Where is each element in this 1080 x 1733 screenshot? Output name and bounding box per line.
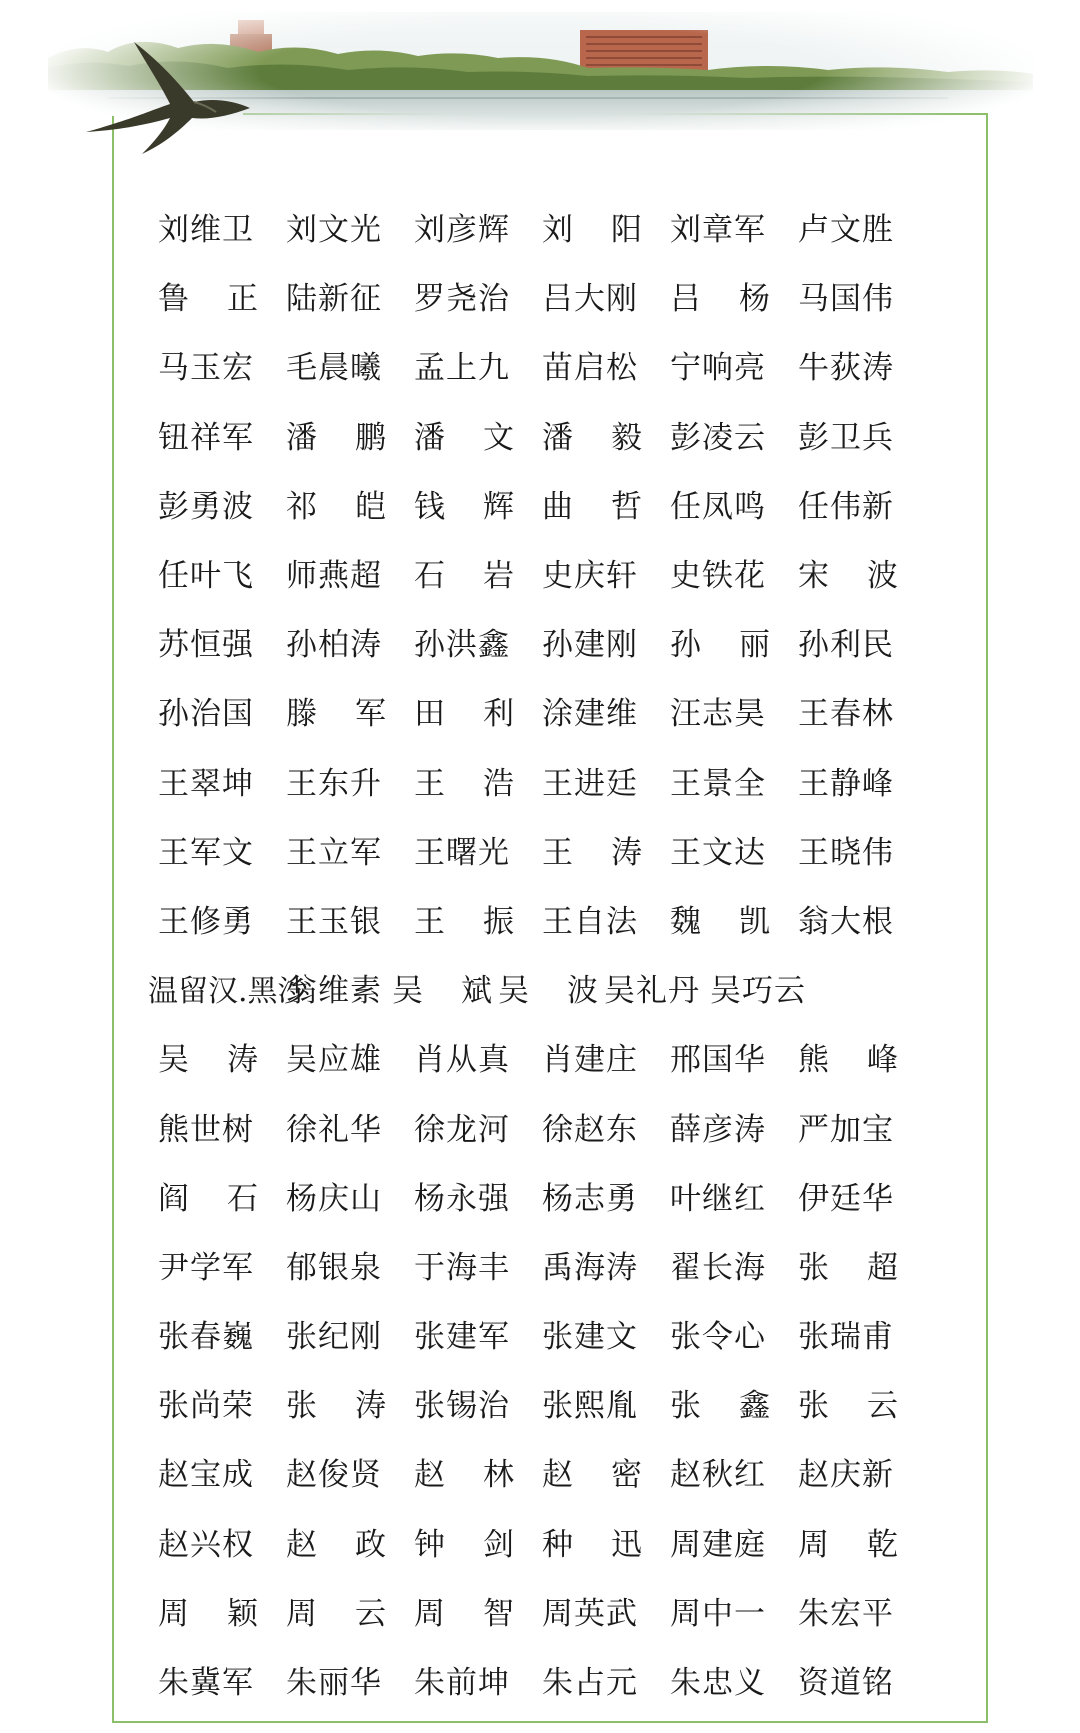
name-cell: 张纪刚 <box>286 1319 382 1356</box>
name-cell: 史庆轩 <box>542 558 638 595</box>
names-row <box>158 611 938 680</box>
name-cell: 任伟新 <box>798 488 894 525</box>
name-cell: 王翠坤 <box>158 765 254 802</box>
name-cell: 涂建维 <box>542 696 638 733</box>
names-row <box>158 1372 938 1441</box>
swallow-icon <box>82 20 252 170</box>
name-cell: 王 涛 <box>542 834 642 871</box>
name-cell: 吴 波 <box>498 973 598 1010</box>
name-cell: 徐赵东 <box>542 1111 638 1148</box>
name-cell: 刘维卫 <box>158 212 254 249</box>
name-cell: 任叶飞 <box>158 558 254 595</box>
name-cell: 张建军 <box>414 1319 510 1356</box>
name-cell: 王进廷 <box>542 765 638 802</box>
name-cell: 周英武 <box>542 1595 638 1632</box>
name-cell: 孙柏涛 <box>286 627 382 664</box>
name-cell: 翟长海 <box>670 1249 766 1286</box>
name-cell: 周 颖 <box>158 1595 258 1632</box>
name-cell: 刘文光 <box>286 212 382 249</box>
names-row <box>158 1511 938 1580</box>
name-cell: 鲁 正 <box>158 281 258 318</box>
name-cell: 赵秋红 <box>670 1457 766 1494</box>
names-row <box>158 1580 938 1649</box>
name-cell: 肖从真 <box>414 1042 510 1079</box>
name-cell: 张熙胤 <box>542 1388 638 1425</box>
name-cell: 王晓伟 <box>798 834 894 871</box>
name-cell: 赵宝成 <box>158 1457 254 1494</box>
name-cell: 严加宝 <box>798 1111 894 1148</box>
names-row <box>158 1234 938 1303</box>
name-cell: 苏恒强 <box>158 627 254 664</box>
name-cell: 张 鑫 <box>670 1388 770 1425</box>
name-cell: 彭凌云 <box>670 419 766 456</box>
name-cell: 朱丽华 <box>286 1665 382 1702</box>
name-cell: 孟上九 <box>414 350 510 387</box>
name-cell: 王曙光 <box>414 834 510 871</box>
name-cell: 周建庭 <box>670 1526 766 1563</box>
name-cell: 朱宏平 <box>798 1595 894 1632</box>
name-cell: 阎 石 <box>158 1180 258 1217</box>
names-row <box>158 404 938 473</box>
name-cell: 师燕超 <box>286 558 382 595</box>
name-cell: 潘 文 <box>414 419 514 456</box>
name-cell: 张 云 <box>798 1388 898 1425</box>
name-cell: 周 智 <box>414 1595 514 1632</box>
names-row <box>158 750 938 819</box>
name-cell: 王静峰 <box>798 765 894 802</box>
name-cell: 吕大刚 <box>542 281 638 318</box>
name-cell: 钮祥军 <box>158 419 254 456</box>
name-cell: 邢国华 <box>670 1042 766 1079</box>
name-cell: 任凤鸣 <box>670 488 766 525</box>
name-cell: 王 浩 <box>414 765 514 802</box>
name-cell: 赵庆新 <box>798 1457 894 1494</box>
name-cell: 张锡治 <box>414 1388 510 1425</box>
name-cell: 朱冀军 <box>158 1665 254 1702</box>
name-cell: 张 涛 <box>286 1388 386 1425</box>
name-cell: 资道铭 <box>798 1665 894 1702</box>
name-cell: 王自法 <box>542 903 638 940</box>
name-cell: 毛晨曦 <box>286 350 382 387</box>
name-cell: 张尚荣 <box>158 1388 254 1425</box>
name-cell: 王玉银 <box>286 903 382 940</box>
name-cell: 史铁花 <box>670 558 766 595</box>
name-cell: 吴 斌 <box>392 973 492 1010</box>
name-cell: 朱忠义 <box>670 1665 766 1702</box>
name-cell: 赵 林 <box>414 1457 514 1494</box>
name-cell: 石 岩 <box>414 558 514 595</box>
name-cell: 祁 皑 <box>286 488 386 525</box>
names-row <box>158 1441 938 1510</box>
name-cell: 马国伟 <box>798 281 894 318</box>
name-cell: 吴礼丹 <box>604 973 700 1010</box>
name-cell: 徐龙河 <box>414 1111 510 1148</box>
name-cell: 张 超 <box>798 1249 898 1286</box>
name-cell: 潘 毅 <box>542 419 642 456</box>
names-row <box>158 1095 938 1164</box>
names-row <box>158 1649 938 1718</box>
name-cell: 郁银泉 <box>286 1249 382 1286</box>
name-cell: 吴应雄 <box>286 1042 382 1079</box>
name-cell: 赵兴权 <box>158 1526 254 1563</box>
name-cell: 叶继红 <box>670 1180 766 1217</box>
name-cell: 熊 峰 <box>798 1042 898 1079</box>
name-cell: 种 迅 <box>542 1526 642 1563</box>
names-row <box>158 1165 938 1234</box>
name-cell: 宋 波 <box>798 558 898 595</box>
names-row <box>158 473 938 542</box>
names-row <box>158 819 938 888</box>
name-cell: 翁大根 <box>798 903 894 940</box>
name-cell: 刘章军 <box>670 212 766 249</box>
name-cell: 薛彦涛 <box>670 1111 766 1148</box>
name-cell: 周中一 <box>670 1595 766 1632</box>
name-cell: 赵 密 <box>542 1457 642 1494</box>
name-cell: 肖建庄 <box>542 1042 638 1079</box>
name-cell: 王春林 <box>798 696 894 733</box>
name-cell: 尹学军 <box>158 1249 254 1286</box>
name-cell: 孙治国 <box>158 696 254 733</box>
name-cell: 熊世树 <box>158 1111 254 1148</box>
name-cell: 朱前坤 <box>414 1665 510 1702</box>
name-cell: 马玉宏 <box>158 350 254 387</box>
name-cell: 孙洪鑫 <box>414 627 510 664</box>
names-row <box>158 680 938 749</box>
name-cell: 伊廷华 <box>798 1180 894 1217</box>
names-list <box>148 196 938 1718</box>
name-cell: 刘彦辉 <box>414 212 510 249</box>
name-cell: 刘 阳 <box>542 212 642 249</box>
name-cell: 孙利民 <box>798 627 894 664</box>
names-row <box>148 957 938 1026</box>
name-cell: 张令心 <box>670 1319 766 1356</box>
name-cell: 赵俊贤 <box>286 1457 382 1494</box>
name-cell: 钱 辉 <box>414 488 514 525</box>
name-cell: 王立军 <box>286 834 382 871</box>
name-cell: 卢文胜 <box>798 212 894 249</box>
names-row <box>158 334 938 403</box>
name-cell: 钟 剑 <box>414 1526 514 1563</box>
name-cell: 杨庆山 <box>286 1180 382 1217</box>
name-cell: 彭卫兵 <box>798 419 894 456</box>
name-cell: 陆新征 <box>286 281 382 318</box>
name-cell: 吴 涛 <box>158 1042 258 1079</box>
names-row <box>158 1303 938 1372</box>
name-cell: 朱占元 <box>542 1665 638 1702</box>
name-cell: 王修勇 <box>158 903 254 940</box>
name-cell: 赵 政 <box>286 1526 386 1563</box>
name-cell: 温留汉.黑沙 <box>148 973 308 1009</box>
name-cell: 张春巍 <box>158 1319 254 1356</box>
name-cell: 孙建刚 <box>542 627 638 664</box>
name-cell: 滕 军 <box>286 696 386 733</box>
name-cell: 王 振 <box>414 903 514 940</box>
name-cell: 徐礼华 <box>286 1111 382 1148</box>
name-cell: 王景全 <box>670 765 766 802</box>
name-cell: 魏 凯 <box>670 903 770 940</box>
name-cell: 吴巧云 <box>710 973 806 1010</box>
name-cell: 于海丰 <box>414 1249 510 1286</box>
name-cell: 禹海涛 <box>542 1249 638 1286</box>
names-row <box>158 888 938 957</box>
name-cell: 田 利 <box>414 696 514 733</box>
names-row <box>158 1026 938 1095</box>
name-cell: 苗启松 <box>542 350 638 387</box>
name-cell: 王文达 <box>670 834 766 871</box>
name-cell: 罗尧治 <box>414 281 510 318</box>
name-cell: 孙 丽 <box>670 627 770 664</box>
name-cell: 周 云 <box>286 1595 386 1632</box>
names-row <box>158 542 938 611</box>
name-cell: 杨永强 <box>414 1180 510 1217</box>
name-cell: 周 乾 <box>798 1526 898 1563</box>
name-cell: 张建文 <box>542 1319 638 1356</box>
name-cell: 牛荻涛 <box>798 350 894 387</box>
name-cell: 汪志昊 <box>670 696 766 733</box>
name-cell: 王军文 <box>158 834 254 871</box>
name-cell: 翁维素 <box>286 973 382 1010</box>
names-row <box>158 196 938 265</box>
name-cell: 王东升 <box>286 765 382 802</box>
name-cell: 彭勇波 <box>158 488 254 525</box>
name-cell: 张瑞甫 <box>798 1319 894 1356</box>
names-row <box>158 265 938 334</box>
name-cell: 曲 哲 <box>542 488 642 525</box>
name-cell: 潘 鹏 <box>286 419 386 456</box>
name-cell: 宁响亮 <box>670 350 766 387</box>
name-cell: 杨志勇 <box>542 1180 638 1217</box>
name-cell: 吕 杨 <box>670 281 770 318</box>
